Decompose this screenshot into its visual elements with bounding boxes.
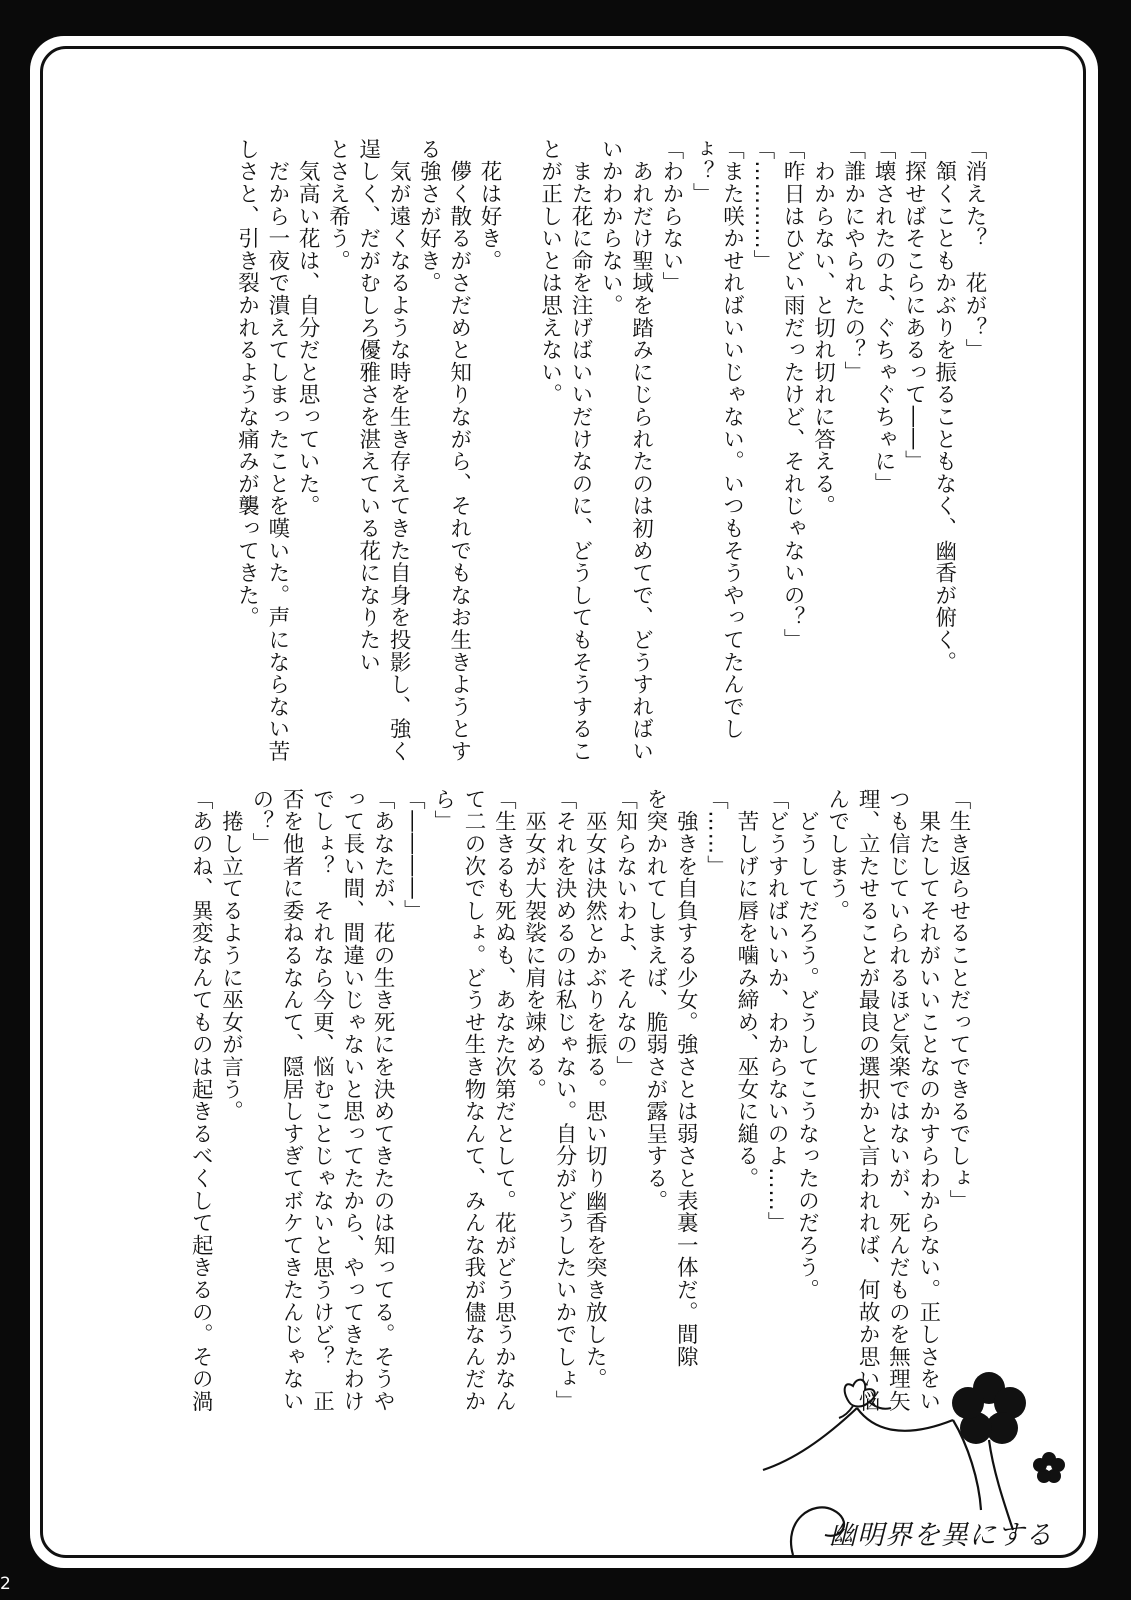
text-line: 理、立たせることが最良の選択かと言われれば、何故か思い悩 bbox=[855, 788, 881, 1413]
text-line: 巫女は決然とかぶりを振る。思い切り幽香を突き放した。 bbox=[582, 788, 608, 1391]
text-line: ょ？」 bbox=[689, 138, 715, 205]
text-line: って長い間、間違いじゃないと思ってたから、やってきたわけ bbox=[339, 788, 365, 1413]
text-line: とさえ希う。 bbox=[325, 138, 351, 272]
text-line: とが正しいとは思えない。 bbox=[537, 138, 563, 406]
text-line: 「生きるも死ぬも、あなた次第だとして。花がどう思うかなん bbox=[491, 788, 517, 1413]
text-line: 「生き返らせることだってできるでしょ」 bbox=[946, 788, 971, 1212]
text-line: て二の次でしょ。どうせ生き物なんて、みんな我が儘なんだか bbox=[461, 788, 486, 1413]
text-line: 「壊されたのよ、ぐちゃぐちゃに」 bbox=[871, 138, 897, 495]
text-line: でしょ？ それなら今更、悩むことじゃないと思うけど？ 正 bbox=[309, 788, 335, 1413]
text-line: る強さが好き。 bbox=[416, 138, 442, 295]
text-line: 「また咲かせればいいじゃない。いつもそうやってたんでし bbox=[719, 138, 745, 741]
text-line: 儚く散るがさだめと知りながら、それでもなお生きようとす bbox=[446, 138, 472, 763]
text-line: 「昨日はひどい雨だったけど、それじゃないの？」 bbox=[780, 138, 806, 651]
text-line: 気が遠くなるような時を生き存えてきた自身を投影し、強く bbox=[386, 138, 412, 763]
text-line: 「……」 bbox=[703, 788, 729, 878]
text-line: いかわからない。 bbox=[598, 138, 624, 317]
text-line: だから一夜で潰えてしまったことを嘆いた。声にならない苦 bbox=[264, 138, 290, 763]
text-line: どうしてだろう。どうしてこうなったのだろう。 bbox=[794, 788, 820, 1301]
text-line: 気高い花は、自分だと思っていた。 bbox=[295, 138, 321, 518]
text-line: 花は好き。 bbox=[477, 138, 502, 272]
text-line: 「あなたが、花の生き死にを決めてきたのは知ってる。そうや bbox=[370, 788, 396, 1413]
text-line: 「――――」 bbox=[400, 788, 426, 922]
text-line: わからない、と切れ切れに答える。 bbox=[810, 138, 836, 518]
text-line: あれだけ聖域を踏みにじられたのは初めてで、どうすればい bbox=[628, 138, 654, 763]
text-line: 捲し立てるように巫女が言う。 bbox=[218, 788, 244, 1123]
text-line: 「探せばそこらにあるって――」 bbox=[901, 138, 927, 473]
text-line: 逞しく、だがむしろ優雅さを湛えている花になりたい bbox=[355, 138, 381, 674]
text-line: 「わからない」 bbox=[658, 138, 684, 295]
text-line: しさと、引き裂かれるような痛みが襲ってきた。 bbox=[234, 138, 260, 629]
text-line: 「あのね、異変なんてものは起きるべくして起きるの。その渦 bbox=[188, 788, 214, 1413]
text-line: ら」 bbox=[430, 788, 456, 833]
text-line: 「消えた？ 花が？」 bbox=[962, 138, 987, 361]
text-line: んでしまう。 bbox=[824, 788, 850, 922]
text-line: 「知らないわよ、そんなの」 bbox=[612, 788, 638, 1078]
text-line bbox=[504, 138, 534, 748]
text-line: 頷くこともかぶりを振ることもなく、幽香が俯く。 bbox=[931, 138, 957, 674]
logo-title: 幽明界を異にする bbox=[829, 1520, 1053, 1551]
text-line: 巫女が大袈裟に肩を竦める。 bbox=[521, 788, 547, 1101]
text-line: の？」 bbox=[248, 788, 274, 855]
text-line: また花に命を注げばいいだけなのに、どうしてもそうするこ bbox=[567, 138, 593, 763]
text-line: 果たしてそれがいいことなのかすらわからない。正しさをい bbox=[915, 788, 941, 1413]
text-line: 「誰かにやられたの？」 bbox=[840, 138, 866, 384]
text-block-bottom bbox=[185, 788, 973, 1413]
text-block-top bbox=[231, 138, 989, 763]
text-line: 否を他者に委ねるなんて、隠居しすぎてボケてきたんじゃない bbox=[279, 788, 305, 1413]
text-line: 「それを決めるのは私じゃない。自分がどうしたいかでしょ」 bbox=[551, 788, 577, 1413]
text-line: 「…………」 bbox=[749, 138, 775, 272]
text-line: 苦しげに唇を噛み締め、巫女に縋る。 bbox=[733, 788, 759, 1190]
text-line: 「どうすればいいか、わからないのよ……」 bbox=[764, 788, 790, 1234]
text-line: つも信じていられるほど気楽ではないが、死んだものを無理矢 bbox=[885, 788, 911, 1413]
page-number: 2 bbox=[0, 1574, 11, 1594]
text-line: 強きを自負する少女。強さとは弱さと表裏一体だ。間隙 bbox=[673, 788, 699, 1368]
text-line: を突かれてしまえば、脆弱さが露呈する。 bbox=[642, 788, 668, 1212]
